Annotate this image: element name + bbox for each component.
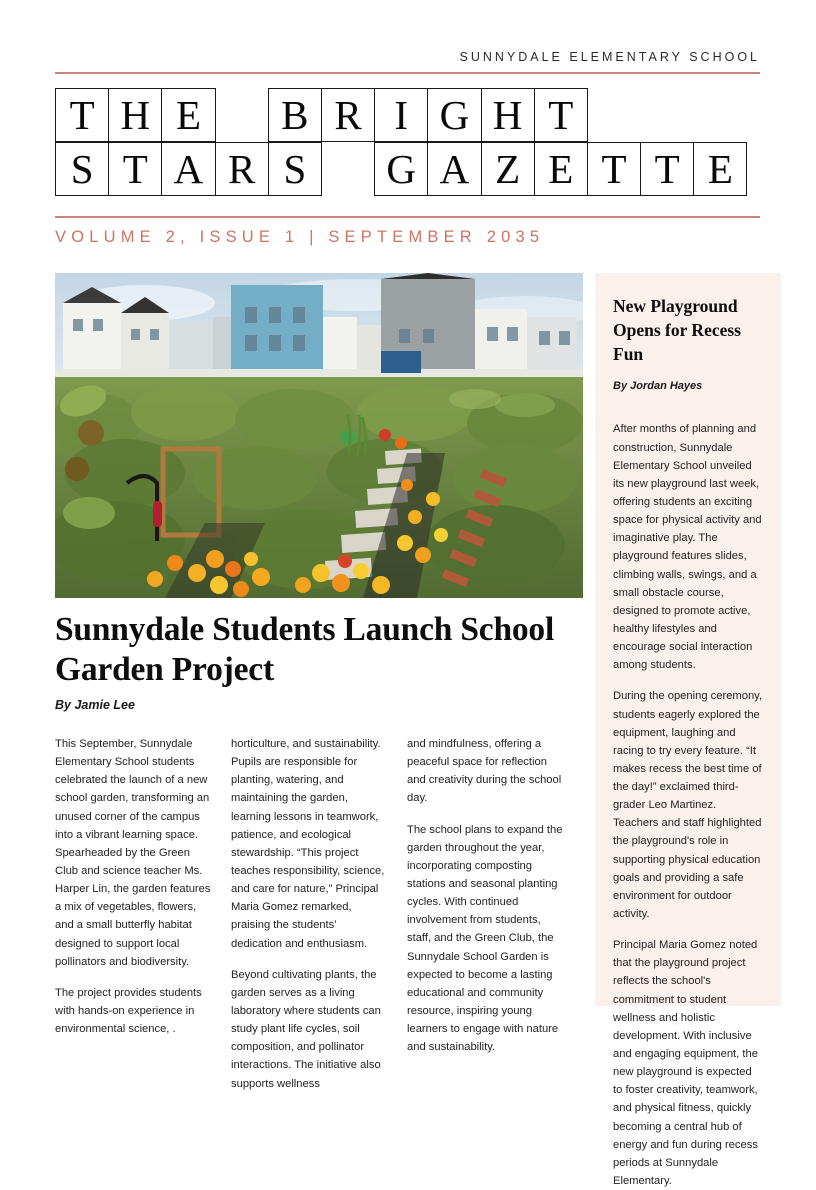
masthead-letter-cell: T [55,88,109,142]
lead-paragraph: The project provides students with hands-on experience in environmental science, . [55,986,202,1036]
masthead-letter-cell: S [55,142,109,196]
lead-paragraph: The school plans to expand the garden throughout the year, incorporating composting stations and seasonal planting cycles. With continued involvement from students, staff, and the Green Club, the Sunnydale School Garden is expected to become a lasting educational and community resource, inspiring young learners to engage with nature and sustainability. [407,823,563,1054]
masthead-letter-cell: G [374,142,428,196]
masthead-letter-cell: H [108,88,162,142]
sidebar-article [595,273,781,1188]
masthead-gap-cell [215,88,269,142]
sidebar-paragraph: Principal Maria Gomez noted that the playground project reflects the school's commitment to student wellness and holistic development. With inclusive and engaging equipment, the new playground is expected to foster creativity, teamwork, and physical fitness, quickly becoming a central hub of energy and fun during recess periods at Sunnydale Elementary. [613,939,758,1188]
masthead-letter-cell: G [427,88,481,142]
masthead-letter-cell: A [161,142,215,196]
lead-paragraph: and mindfulness, offering a peaceful space for reflection and creativity during the school day. [407,738,562,805]
masthead-letter-cell: E [693,142,747,196]
lead-paragraph: horticulture, and sustainability. Pupils are responsible for planting, watering, and maintaining the garden, learning lessons in teamwork, patience, and ecological stewardship. “This project teaches responsibility, science, and care for nature,” Principal Maria Gomez remarked, praising the students’ dedication and enthusiasm. [231,738,385,950]
sidebar-paragraph: During the opening ceremony, students eagerly explored the equipment, laughing and racing to try every feature. “It makes recess the best time of the day!” exclaimed third-grader Leo Martinez. Teachers and staff highlighted the playground's role in supporting physical education goals and providing a safe environment for outdoor activity. [613,690,763,921]
sidebar-body-text [613,420,763,1190]
masthead-letter-cell: E [161,88,215,142]
school-name-kicker: SUNNYDALE ELEMENTARY SCHOOL [459,50,760,64]
masthead-kicker-row [55,48,760,66]
volume-issue-date: VOLUME 2, ISSUE 1 | SEPTEMBER 2035 [55,228,545,246]
sidebar-headline: New Playground Opens for Recess Fun [613,296,741,364]
lead-paragraph: Beyond cultivating plants, the garden serves as a living laboratory where students can study plant life cycles, soil composition, and pollinator interactions. The initiative also supports wellness [231,968,381,1090]
masthead-letter-cell: T [640,142,694,196]
masthead-letter-cell: R [215,142,269,196]
masthead-letter-cell: I [374,88,428,142]
masthead-title-grid [55,88,760,196]
lead-article-column-3 [407,735,564,1093]
masthead-letter-cell: H [481,88,535,142]
lead-article-column-2 [231,735,388,1093]
garden-photo-illustration [55,273,583,598]
masthead-gap-cell [321,142,375,196]
masthead-letter-cell: T [534,88,588,142]
masthead-letter-cell: Z [481,142,535,196]
masthead-letter-cell: S [268,142,322,196]
bottom-divider-rule [55,216,760,218]
masthead-letter-cell: T [587,142,641,196]
sidebar-byline: By Jordan Hayes [613,380,703,393]
lead-article-byline: By Jamie Lee [55,698,135,712]
masthead-row-2 [55,142,760,196]
masthead-letter-cell: A [427,142,481,196]
masthead-letter-cell: T [108,142,162,196]
lead-article-columns [55,735,565,1093]
lead-paragraph: This September, Sunnydale Elementary School students celebrated the launch of a new school garden, transforming an unused corner of the campus into a vibrant learning space. Spearheaded by the Green Club and science teacher Ms. Harper Lin, the garden features a mix of vegetables, flowers, and a small butterfly habitat designed to support local pollinators and biodiversity. [55,738,211,968]
top-divider-rule [55,72,760,74]
masthead-letter-cell: E [534,142,588,196]
lead-article-column-1 [55,735,212,1093]
masthead-letter-cell: B [268,88,322,142]
garden-photo [55,273,583,598]
lead-article-headline: Sunnydale Students Launch School Garden Project [55,611,555,688]
sidebar-paragraph: After months of planning and construction, Sunnydale Elementary School unveiled its new playground last week, offering students an exciting space for physical activity and imaginative play. The playground features slides, climbing walls, swings, and a small obstacle course, designed to promote active, healthy lifestyles and encourage social interaction among students. [613,423,762,672]
masthead-letter-cell: R [321,88,375,142]
masthead-row-1 [55,88,760,142]
